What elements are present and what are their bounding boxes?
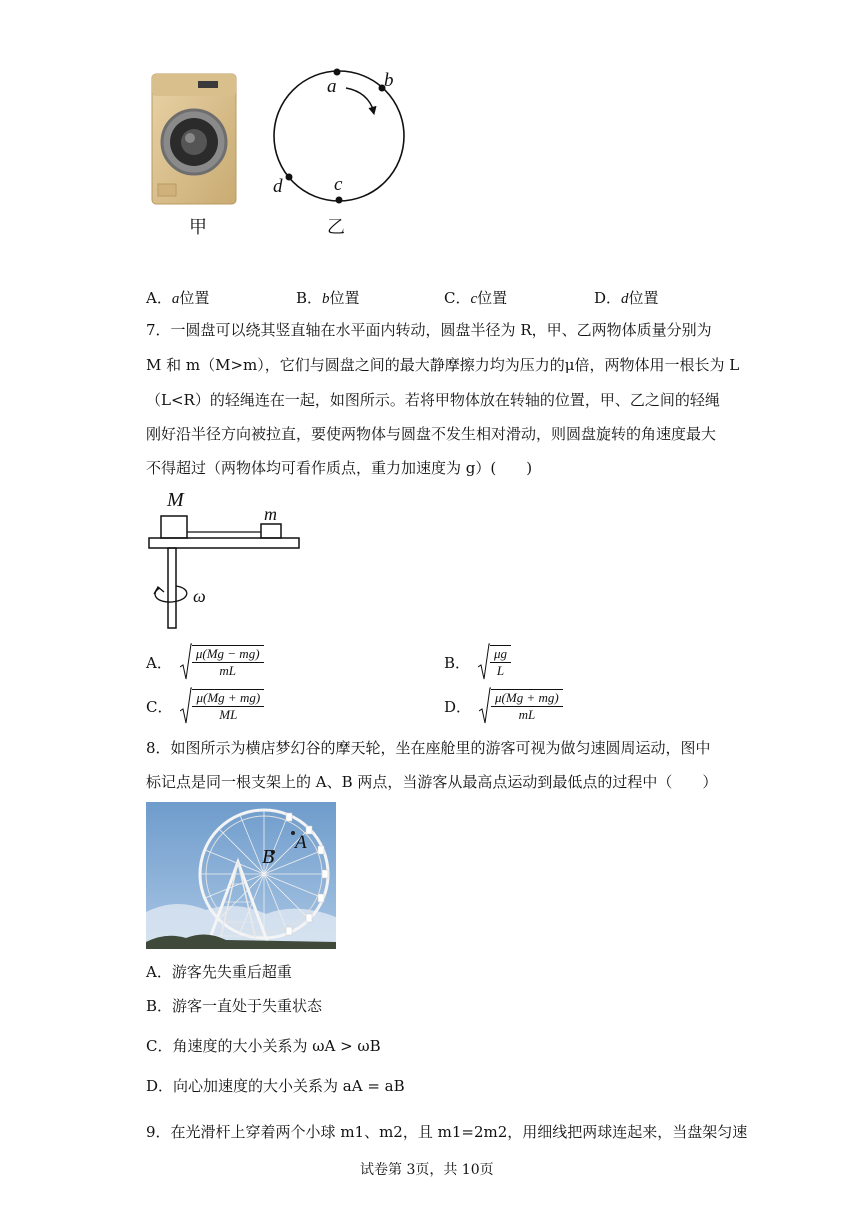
- ferris-wheel-photo: [146, 802, 336, 949]
- point-d-label: d: [273, 176, 283, 197]
- q8-option-a[interactable]: A．游客先失重后超重: [146, 963, 292, 981]
- q8-option-d[interactable]: D．向心加速度的大小关系为 aA = aB: [146, 1077, 405, 1095]
- point-c-label: c: [334, 174, 343, 195]
- q8-option-c[interactable]: C．角速度的大小关系为 ωA > ωB: [146, 1037, 381, 1055]
- photo-label-b: B: [262, 846, 275, 868]
- point-a-label: a: [327, 76, 337, 97]
- radical-d: $\frac{\mu(Mg + mg)}{mL}$: [479, 687, 563, 725]
- sqrt-icon: [479, 687, 491, 725]
- q7-option-a[interactable]: A． $\frac{\mu(Mg - mg)}{mL}$: [146, 643, 264, 681]
- figure-label-washer: 甲: [189, 217, 207, 238]
- washing-machine-figure: [148, 72, 240, 208]
- q7-line-1: 7．一圆盘可以绕其竖直轴在水平面内转动，圆盘半径为 R，甲、乙两物体质量分别为: [146, 321, 712, 339]
- figure-label-circle: 乙: [327, 217, 345, 238]
- disk-plate: [149, 538, 299, 548]
- sqrt-icon: [478, 643, 490, 681]
- label-omega: ω: [193, 586, 206, 606]
- block-big: [161, 516, 187, 538]
- radical-b: $\frac{\mu g}{L}$: [478, 643, 511, 681]
- photo-label-a: A: [295, 832, 307, 853]
- label-big-mass: M: [167, 489, 184, 511]
- point-c-dot: [336, 197, 343, 204]
- axis-rod: [168, 548, 176, 628]
- q9-line-1: 9．在光滑杆上穿着两个小球 m1、m2，且 m1=2m2，用细线把两球连起来，当盘架匀速: [146, 1123, 748, 1141]
- point-b-label: b: [384, 70, 394, 91]
- block-small: [261, 524, 281, 538]
- q6-option-c[interactable]: C．c位置: [444, 289, 508, 307]
- q6-option-a[interactable]: A．a位置: [146, 289, 210, 307]
- q7-line-4: 刚好沿半径方向被拉直，要使两物体与圆盘不发生相对滑动，则圆盘旋转的角速度最大: [146, 425, 717, 443]
- washing-machine-image: [148, 72, 240, 208]
- q7-option-c[interactable]: C． $\frac{\mu(Mg + mg)}{ML}$: [146, 687, 264, 725]
- q8-line-1: 8．如图所示为横店梦幻谷的摩天轮，坐在座舱里的游客可视为做匀速圆周运动，图中: [146, 739, 711, 757]
- q7-line-5: 不得超过（两物体均可看作质点，重力加速度为 g）( ): [146, 459, 533, 477]
- radical-c: $\frac{\mu(Mg + mg)}{ML}$: [180, 687, 264, 725]
- sqrt-icon: [180, 643, 192, 681]
- q7-option-d[interactable]: D． $\frac{\mu(Mg + mg)}{mL}$: [444, 687, 563, 725]
- q7-line-3: （L<R）的轻绳连在一起，如图所示。若将甲物体放在转轴的位置，甲、乙之间的轻绳: [146, 391, 720, 409]
- sqrt-icon: [180, 687, 192, 725]
- label-small-mass: m: [264, 504, 277, 524]
- q6-option-d[interactable]: D．d位置: [594, 289, 659, 307]
- page-footer: 试卷第 3页，共 10页: [360, 1162, 494, 1178]
- point-d-dot: [286, 174, 293, 181]
- q8-line-2: 标记点是同一根支架上的 A、B 两点，当游客从最高点运动到最低点的过程中（ ）: [146, 773, 718, 791]
- q8-option-b[interactable]: B．游客一直处于失重状态: [146, 997, 323, 1015]
- q7-line-2: M 和 m（M>m），它们与圆盘之间的最大静摩擦力均为压力的μ倍，两物体用一根长为 L: [146, 356, 740, 374]
- q6-option-b[interactable]: B．b位置: [296, 289, 360, 307]
- radical-a: $\frac{\mu(Mg - mg)}{mL}$: [180, 643, 264, 681]
- ferris-wheel-image: [146, 802, 336, 949]
- point-a-dot: [334, 69, 341, 76]
- q7-option-b[interactable]: B． $\frac{\mu g}{L}$: [444, 643, 511, 681]
